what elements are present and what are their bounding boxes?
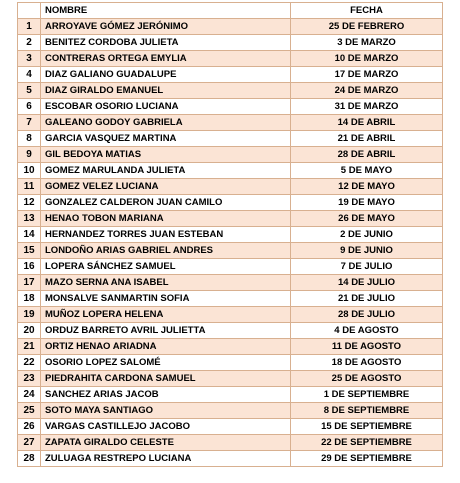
row-number: 14	[18, 227, 41, 243]
student-name: BENITEZ CORDOBA JULIETA	[41, 35, 291, 51]
table-row	[18, 227, 443, 243]
birthday-date: 14 DE ABRIL	[291, 115, 443, 131]
birthday-date: 10 DE MARZO	[291, 51, 443, 67]
row-number: 21	[18, 339, 41, 355]
row-number: 26	[18, 419, 41, 435]
row-number: 11	[18, 179, 41, 195]
student-name: LOPERA SÁNCHEZ SAMUEL	[41, 259, 291, 275]
table-row	[18, 419, 443, 435]
table-row	[18, 355, 443, 371]
table-row	[18, 259, 443, 275]
birthday-date: 4 DE AGOSTO	[291, 323, 443, 339]
row-number: 10	[18, 163, 41, 179]
table-row	[18, 387, 443, 403]
birthday-date: 21 DE ABRIL	[291, 131, 443, 147]
table-row	[18, 403, 443, 419]
row-number: 27	[18, 435, 41, 451]
student-name: LONDOÑO ARIAS GABRIEL ANDRES	[41, 243, 291, 259]
table-row	[18, 291, 443, 307]
birthday-date: 22 DE SEPTIEMBRE	[291, 435, 443, 451]
row-number: 7	[18, 115, 41, 131]
birthday-date: 8 DE SEPTIEMBRE	[291, 403, 443, 419]
student-name: MUÑOZ LOPERA HELENA	[41, 307, 291, 323]
row-number: 1	[18, 19, 41, 35]
birthday-date: 21 DE JULIO	[291, 291, 443, 307]
birthday-date: 5 DE MAYO	[291, 163, 443, 179]
row-number: 3	[18, 51, 41, 67]
birthday-date: 25 DE FEBRERO	[291, 19, 443, 35]
student-name: GIL BEDOYA MATIAS	[41, 147, 291, 163]
student-name: GALEANO GODOY GABRIELA	[41, 115, 291, 131]
table-row	[18, 163, 443, 179]
table-row	[18, 51, 443, 67]
row-number: 20	[18, 323, 41, 339]
row-number: 23	[18, 371, 41, 387]
birthday-date: 31 DE MARZO	[291, 99, 443, 115]
row-number: 9	[18, 147, 41, 163]
birthday-date: 18 DE AGOSTO	[291, 355, 443, 371]
table-row	[18, 67, 443, 83]
student-name: HENAO TOBON MARIANA	[41, 211, 291, 227]
birthday-date: 7 DE JULIO	[291, 259, 443, 275]
student-name: GOMEZ VELEZ LUCIANA	[41, 179, 291, 195]
student-name: DIAZ GALIANO GUADALUPE	[41, 67, 291, 83]
table-row	[18, 147, 443, 163]
student-name: MAZO SERNA ANA ISABEL	[41, 275, 291, 291]
row-number: 15	[18, 243, 41, 259]
table-row	[18, 339, 443, 355]
student-name: ZAPATA GIRALDO CELESTE	[41, 435, 291, 451]
table-row	[18, 131, 443, 147]
table-row	[18, 275, 443, 291]
row-number: 25	[18, 403, 41, 419]
student-name: DIAZ GIRALDO EMANUEL	[41, 83, 291, 99]
birthday-date: 2 DE JUNIO	[291, 227, 443, 243]
row-number: 13	[18, 211, 41, 227]
student-name: VARGAS CASTILLEJO JACOBO	[41, 419, 291, 435]
row-number: 16	[18, 259, 41, 275]
table-row	[18, 323, 443, 339]
student-name: PIEDRAHITA CARDONA SAMUEL	[41, 371, 291, 387]
table-body	[18, 19, 443, 467]
student-name: GONZALEZ CALDERON JUAN CAMILO	[41, 195, 291, 211]
student-name: ORDUZ BARRETO AVRIL JULIETTA	[41, 323, 291, 339]
student-name: ESCOBAR OSORIO LUCIANA	[41, 99, 291, 115]
row-number: 4	[18, 67, 41, 83]
student-name: CONTRERAS ORTEGA EMYLIA	[41, 51, 291, 67]
table-row	[18, 99, 443, 115]
table-row	[18, 243, 443, 259]
table-row	[18, 211, 443, 227]
row-number: 18	[18, 291, 41, 307]
row-number: 5	[18, 83, 41, 99]
table-row	[18, 19, 443, 35]
birthday-date: 25 DE AGOSTO	[291, 371, 443, 387]
student-name: ARROYAVE GÓMEZ JERÓNIMO	[41, 19, 291, 35]
roster-table	[17, 2, 443, 467]
student-name: GOMEZ MARULANDA JULIETA	[41, 163, 291, 179]
row-number: 12	[18, 195, 41, 211]
birthday-date: 19 DE MAYO	[291, 195, 443, 211]
birthday-date: 11 DE AGOSTO	[291, 339, 443, 355]
birthday-date: 28 DE JULIO	[291, 307, 443, 323]
birthday-date: 17 DE MARZO	[291, 67, 443, 83]
table-row	[18, 195, 443, 211]
header-row	[18, 3, 443, 19]
birthday-date: 29 DE SEPTIEMBRE	[291, 451, 443, 467]
table-row	[18, 179, 443, 195]
student-name: MONSALVE SANMARTIN SOFIA	[41, 291, 291, 307]
student-name: HERNANDEZ TORRES JUAN ESTEBAN	[41, 227, 291, 243]
table-row	[18, 435, 443, 451]
birthday-date: 26 DE MAYO	[291, 211, 443, 227]
birthday-date: 24 DE MARZO	[291, 83, 443, 99]
birthday-date: 9 DE JUNIO	[291, 243, 443, 259]
row-number: 8	[18, 131, 41, 147]
table-row	[18, 307, 443, 323]
table-row	[18, 371, 443, 387]
table-row	[18, 451, 443, 467]
row-number: 2	[18, 35, 41, 51]
table-header	[18, 3, 443, 19]
student-name: SOTO MAYA SANTIAGO	[41, 403, 291, 419]
student-name: GARCIA VASQUEZ MARTINA	[41, 131, 291, 147]
student-name: SANCHEZ ARIAS JACOB	[41, 387, 291, 403]
student-name: OSORIO LOPEZ SALOMÉ	[41, 355, 291, 371]
row-number: 17	[18, 275, 41, 291]
row-number: 22	[18, 355, 41, 371]
table-row	[18, 35, 443, 51]
student-name: ORTIZ HENAO ARIADNA	[41, 339, 291, 355]
birthday-date: 12 DE MAYO	[291, 179, 443, 195]
row-number: 28	[18, 451, 41, 467]
header-number	[18, 3, 41, 19]
table-row	[18, 83, 443, 99]
table-row	[18, 115, 443, 131]
row-number: 24	[18, 387, 41, 403]
header-name: NOMBRE	[41, 3, 291, 19]
birthday-date: 3 DE MARZO	[291, 35, 443, 51]
header-date: FECHA	[291, 3, 443, 19]
row-number: 19	[18, 307, 41, 323]
birthday-date: 1 DE SEPTIEMBRE	[291, 387, 443, 403]
birthday-date: 28 DE ABRIL	[291, 147, 443, 163]
birthday-date: 14 DE JULIO	[291, 275, 443, 291]
student-name: ZULUAGA RESTREPO LUCIANA	[41, 451, 291, 467]
birthday-date: 15 DE SEPTIEMBRE	[291, 419, 443, 435]
row-number: 6	[18, 99, 41, 115]
